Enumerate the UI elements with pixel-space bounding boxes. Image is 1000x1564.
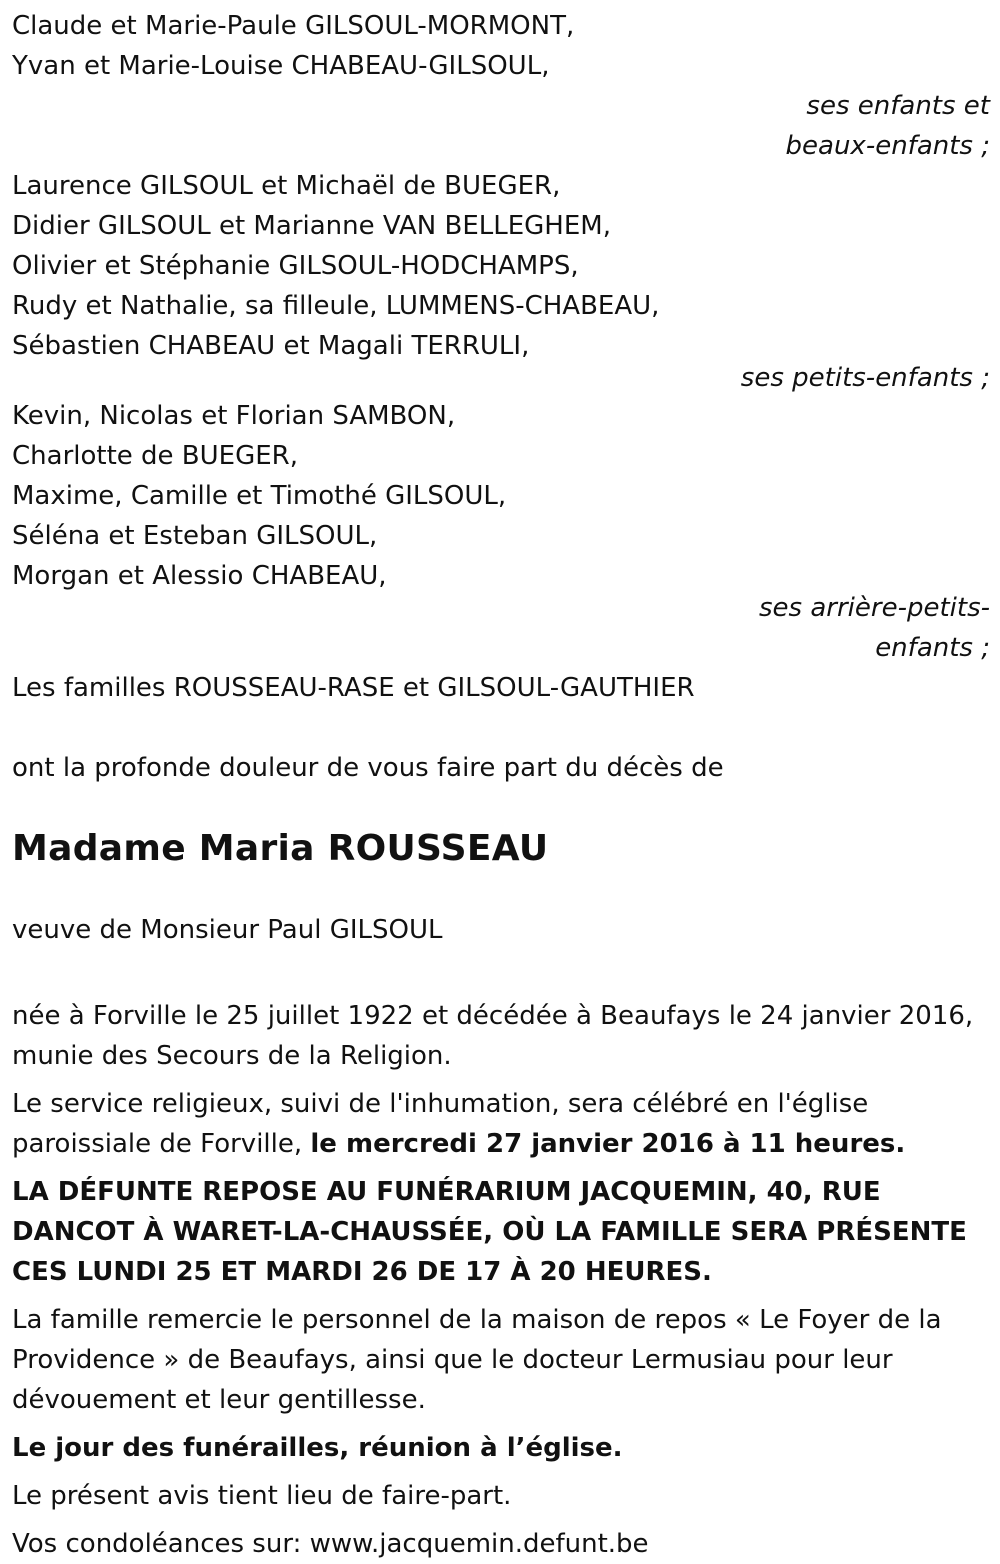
- families-line: Les familles ROUSSEAU-RASE et GILSOUL-GAUTHIER: [12, 673, 695, 703]
- great-grandchildren-name-line: Séléna et Esteban GILSOUL,: [12, 521, 378, 551]
- children-role-line: ses enfants et: [806, 91, 990, 121]
- children-name-line: Claude et Marie-Paule GILSOUL-MORMONT,: [12, 11, 575, 41]
- announcement-line: ont la profonde douleur de vous faire part du décès de: [12, 753, 724, 783]
- repose-paragraph: LA DÉFUNTE REPOSE AU FUNÉRARIUM JACQUEMIN, 40, RUE DANCOT À WARET-LA-CHAUSSÉE, OÙ LA FAMILLE SERA PRÉSENTE CES LUNDI 25 ET MARDI 26 DE 17 À 20 HEURES.: [12, 1177, 967, 1287]
- great-grandchildren-name-line: Charlotte de BUEGER,: [12, 441, 298, 471]
- great-grandchildren-name-line: Kevin, Nicolas et Florian SAMBON,: [12, 401, 456, 431]
- birth-death-paragraph: née à Forville le 25 juillet 1922 et décédée à Beaufays le 24 janvier 2016, munie des Secours de la Religion.: [12, 1001, 974, 1071]
- service-text: Le service religieux, suivi de l'inhumation, sera célébré en l'église paroissiale de Forville,: [12, 1089, 869, 1159]
- grandchildren-name-line: Didier GILSOUL et Marianne VAN BELLEGHEM,: [12, 211, 611, 241]
- service-paragraph: [12, 1084, 990, 1164]
- meeting-line: Le jour des funérailles, réunion à l’église.: [12, 1433, 623, 1463]
- children-name-line: Yvan et Marie-Louise CHABEAU-GILSOUL,: [12, 51, 550, 81]
- children-group: [12, 6, 990, 166]
- great-grandchildren-role-line: enfants ;: [875, 633, 990, 663]
- grandchildren-name-line: Rudy et Nathalie, sa filleule, LUMMENS-CHABEAU,: [12, 291, 660, 321]
- notice-line: Le présent avis tient lieu de faire-part.: [12, 1481, 512, 1511]
- grandchildren-name-line: Sébastien CHABEAU et Magali TERRULI,: [12, 331, 530, 361]
- grandchildren-role-line: ses petits-enfants ;: [740, 363, 990, 393]
- great-grandchildren-role-line: ses arrière-petits-: [759, 593, 990, 623]
- great-grandchildren-group: [12, 396, 990, 668]
- grandchildren-name-line: Laurence GILSOUL et Michaël de BUEGER,: [12, 171, 561, 201]
- deceased-name: Madame Maria ROUSSEAU: [12, 828, 549, 869]
- grandchildren-group: [12, 166, 990, 398]
- condolences-line: Vos condoléances sur: www.jacquemin.defunt.be: [12, 1529, 649, 1559]
- great-grandchildren-name-line: Maxime, Camille et Timothé GILSOUL,: [12, 481, 507, 511]
- widow-of-line: veuve de Monsieur Paul GILSOUL: [12, 915, 443, 945]
- service-date: le mercredi 27 janvier 2016 à 11 heures.: [310, 1129, 906, 1159]
- thanks-paragraph: La famille remercie le personnel de la maison de repos « Le Foyer de la Providence » de Beaufays, ainsi que le docteur Lermusiau pour leur dévouement et leur gentillesse.: [12, 1305, 942, 1415]
- grandchildren-name-line: Olivier et Stéphanie GILSOUL-HODCHAMPS,: [12, 251, 579, 281]
- children-role-line: beaux-enfants ;: [785, 131, 990, 161]
- great-grandchildren-name-line: Morgan et Alessio CHABEAU,: [12, 561, 387, 591]
